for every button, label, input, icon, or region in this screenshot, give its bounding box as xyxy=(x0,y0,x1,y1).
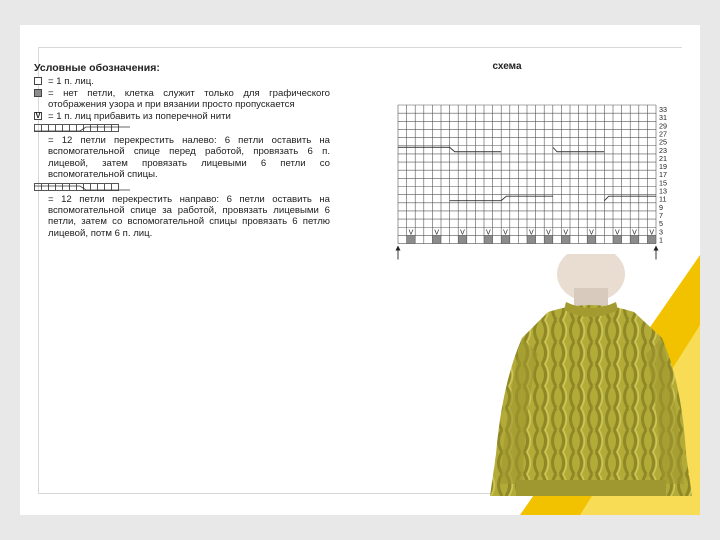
row-label: 3 xyxy=(659,227,663,237)
gray-cell xyxy=(527,235,536,243)
legend-item-cross-left xyxy=(34,135,330,181)
cross-left-strip-icon xyxy=(34,124,330,133)
chart-title: схема xyxy=(492,61,522,72)
row-label: 29 xyxy=(659,121,667,131)
v-mark: V xyxy=(546,229,551,237)
row-label: 17 xyxy=(659,170,667,180)
gray-cell xyxy=(484,235,493,243)
gray-cell xyxy=(458,235,467,243)
gray-cell xyxy=(630,235,639,243)
row-label: 27 xyxy=(659,129,667,139)
row-label: 33 xyxy=(659,105,667,114)
legend-item-knit xyxy=(34,76,330,87)
gray-cell xyxy=(587,235,596,243)
legend-item-text: = нет петли, клетка служит только для графического отображения узора и при вязании просто пропускается xyxy=(48,87,330,111)
row-label: 23 xyxy=(659,145,667,155)
v-mark: V xyxy=(649,229,655,237)
gray-cell xyxy=(432,235,441,243)
gray-cell xyxy=(501,235,510,243)
row-label: 13 xyxy=(659,186,667,196)
row-labels xyxy=(659,105,667,244)
v-mark: V xyxy=(434,229,440,237)
row-label: 1 xyxy=(659,235,663,245)
v-mark: V xyxy=(589,229,594,237)
row-label: 21 xyxy=(659,153,667,163)
gray-box-icon xyxy=(34,89,42,97)
arrow-head xyxy=(396,246,401,251)
row-label: 9 xyxy=(659,202,663,212)
legend-item-no-stitch xyxy=(34,88,330,111)
gray-cell xyxy=(544,235,553,243)
empty-box-icon xyxy=(34,77,42,85)
gray-cell xyxy=(561,235,570,243)
v-mark: V xyxy=(614,229,620,237)
cross-right-strip-icon xyxy=(34,183,330,192)
row-label: 15 xyxy=(659,178,667,188)
row-label: 7 xyxy=(659,210,663,220)
v-mark: V xyxy=(408,229,414,237)
v-mark: V xyxy=(528,229,534,237)
v-mark: V xyxy=(485,229,491,237)
legend-item-text: = 1 п. лиц. xyxy=(48,76,94,88)
hem xyxy=(516,480,666,496)
v-mark: V xyxy=(460,229,465,237)
arrow-head xyxy=(654,246,659,251)
v-mark: V xyxy=(503,229,508,237)
chart-grid xyxy=(398,105,656,244)
row-label: 25 xyxy=(659,137,667,147)
gray-cell xyxy=(613,235,622,243)
legend-item-cross-right xyxy=(34,194,330,240)
sweater-photo xyxy=(486,254,696,496)
legend-item-increase xyxy=(34,111,330,122)
knitting-chart xyxy=(360,75,680,275)
v-mark: V xyxy=(632,229,637,237)
row-label: 31 xyxy=(659,113,667,123)
row-label: 11 xyxy=(659,194,667,204)
gray-cell xyxy=(407,235,416,243)
frame-line-top xyxy=(38,47,682,48)
legend-title: Условные обозначения: xyxy=(34,62,160,74)
legend xyxy=(34,63,330,239)
legend-item-text: = 1 п. лиц прибавить из поперечной нити xyxy=(48,110,231,122)
row-label: 19 xyxy=(659,162,667,172)
legend-item-text: = 12 петли перекрестить направо: 6 петли оставить на вспомогательной спице за работой, провязать лицевыми 6 петли, затем со вспомогательной спицы провязать 6 петлю лицевой, потм 6 п. лиц. xyxy=(48,193,330,239)
v-box-icon: V xyxy=(35,110,41,120)
gray-cell xyxy=(647,235,656,243)
cross-line xyxy=(34,186,130,190)
row-label: 5 xyxy=(659,219,663,229)
legend-item-text: = 12 петли перекрестить налево: 6 петли оставить на вспомогательной спице перед работой, провязать 6 п. лицевой, затем провязать лицевыми 6 петли со вспомогательной спицы. xyxy=(48,135,330,181)
cross-line xyxy=(34,127,130,131)
v-mark: V xyxy=(563,229,569,237)
